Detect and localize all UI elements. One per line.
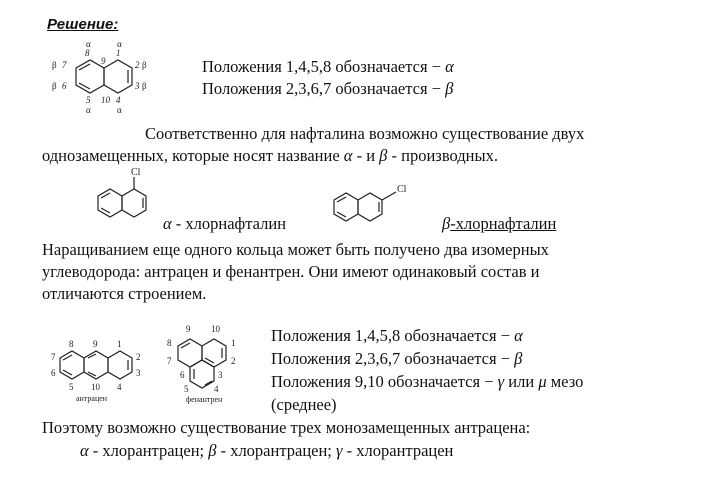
greek-8: α <box>86 39 91 49</box>
anth-8: 8 <box>69 339 74 349</box>
alpha-chloronaphthalene-label: α - хлорнафталин <box>163 214 287 233</box>
pos-3: 3 <box>135 81 140 91</box>
phenanthrene-structure <box>160 322 250 402</box>
pos-4: 4 <box>116 95 121 105</box>
greek-7: β <box>52 60 57 70</box>
pos-6: 6 <box>62 81 67 91</box>
phen-3: 3 <box>218 370 223 380</box>
beta-chloronaphthalene-structure <box>330 180 440 230</box>
phen-10: 10 <box>211 324 220 334</box>
naphthalene-positions-beta: Положения 2,3,6,7 обозначается − β <box>202 79 454 98</box>
cl-label-alpha: Cl <box>131 167 141 178</box>
phen-2: 2 <box>231 356 236 366</box>
phen-6: 6 <box>180 370 185 380</box>
pos-7: 7 <box>62 60 67 70</box>
anth-4: 4 <box>117 382 122 392</box>
anth-1: 1 <box>117 339 122 349</box>
anthracene-positions-alpha: Положения 1,4,5,8 обозначается − α <box>271 326 523 345</box>
solution-heading: Решение: <box>47 16 119 33</box>
pos-2: 2 <box>135 60 140 70</box>
anth-3: 3 <box>136 368 141 378</box>
anth-10: 10 <box>91 382 100 392</box>
anth-7: 7 <box>51 352 56 362</box>
greek-1: α <box>117 39 122 49</box>
anth-2: 2 <box>136 352 141 362</box>
anthracene-meso-note: (среднее) <box>271 395 337 414</box>
alpha-chloronaphthalene-structure <box>94 166 164 226</box>
para1-line2: однозамещенных, которые носят название α - и β - производных. <box>42 146 498 165</box>
para3-derivatives: α - хлорантрацен; β - хлорантрацен; γ - хлорантрацен <box>80 441 454 460</box>
greek-6: β <box>52 81 57 91</box>
anthracene-positions-meso: Положения 9,10 обозначается − γ или μ мезо <box>271 372 584 391</box>
anthracene-structure <box>48 338 158 408</box>
greek-4: α <box>117 105 122 115</box>
greek-5: α <box>86 105 91 115</box>
phen-5: 5 <box>184 384 189 394</box>
pos-10: 10 <box>101 95 110 105</box>
phen-1: 1 <box>231 338 236 348</box>
para2-line1: Наращиванием еще одного кольца может быть получено два изомерных <box>42 240 549 259</box>
naphthalene-positions-alpha: Положения 1,4,5,8 обозначается − α <box>202 57 454 76</box>
pos-5: 5 <box>86 95 91 105</box>
naphthalene-numbered-structure <box>38 28 168 128</box>
greek-3: β <box>142 81 147 91</box>
anth-5: 5 <box>69 382 74 392</box>
para1-line1: Соответственно для нафталина возможно существование двух <box>145 124 585 143</box>
cl-label-beta: Cl <box>397 184 407 195</box>
phen-4: 4 <box>214 384 219 394</box>
pos-8: 8 <box>85 48 90 58</box>
phenanthrene-caption: фенантрен <box>186 395 223 404</box>
para3-line1: Поэтому возможно существование трех монозамещенных антрацена: <box>42 418 531 437</box>
anthracene-positions-beta: Положения 2,3,6,7 обозначается − β <box>271 349 523 368</box>
anth-9: 9 <box>93 339 98 349</box>
phen-8: 8 <box>167 338 172 348</box>
anth-6: 6 <box>51 368 56 378</box>
pos-9: 9 <box>101 56 106 66</box>
pos-1: 1 <box>116 48 121 58</box>
phen-7: 7 <box>167 356 172 366</box>
beta-chloronaphthalene-label: β-хлорнафталин <box>442 214 557 233</box>
greek-2: β <box>142 60 147 70</box>
para2-line3: отличаются строением. <box>42 284 207 303</box>
para2-line2: углеводорода: антрацен и фенантрен. Они имеют одинаковый состав и <box>42 262 540 281</box>
anthracene-caption: антрацен <box>76 394 108 403</box>
phen-9: 9 <box>186 324 191 334</box>
